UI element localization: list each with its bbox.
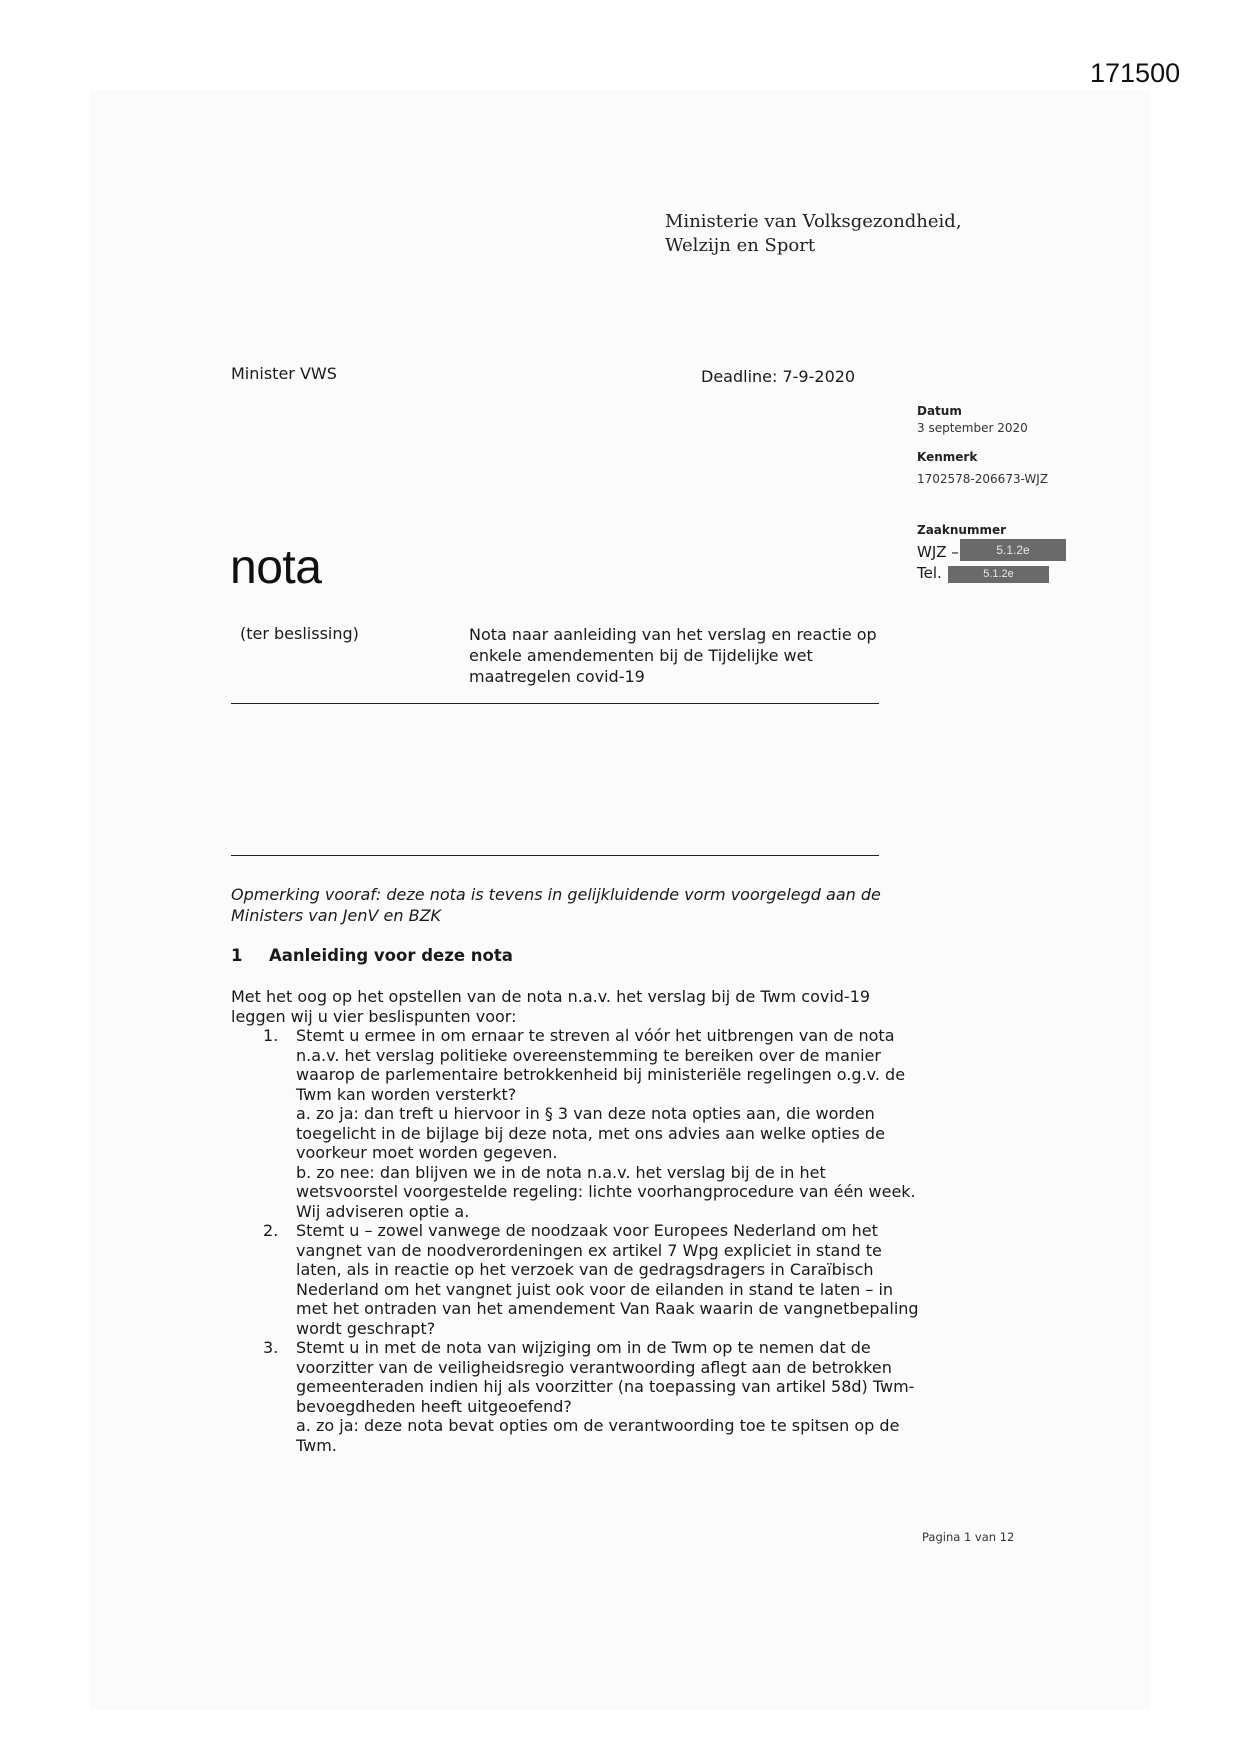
section-number: 1 bbox=[231, 946, 243, 965]
list-item-option-a: a. zo ja: dan treft u hiervoor in § 3 van deze nota opties aan, die worden toegelicht in de bijlage bij deze nota, met ons advies aan welke opties de voorkeur moet worden gegeven. bbox=[296, 1104, 885, 1162]
preliminary-remark: Opmerking vooraf: deze nota is tevens in gelijkluidende vorm voorgelegd aan de Ministers van JenV en BZK bbox=[231, 885, 881, 925]
zaaknummer-label: Zaaknummer bbox=[917, 523, 1007, 537]
ministry-name bbox=[665, 210, 962, 258]
list-item-option-b: b. zo nee: dan blijven we in de nota n.a.v. het verslag bij de in het wetsvoorstel voorgestelde regeling: lichte voorhangprocedure van één week. bbox=[296, 1162, 916, 1201]
list-item-text: Stemt u – zowel vanwege de noodzaak voor Europees Nederland om het vangnet van de noodverordeningen ex artikel 7 Wpg expliciet in stand te laten, als in reactie op het verzoek van de gedragsdragers in Caraïbisch Nederland om het vangnet juist ook voor de eilanden in stand te laten – in met het ontraden van het amendement Van Raak waarin de vangnetbepaling wordt geschrapt? bbox=[296, 1221, 919, 1338]
tel-redaction: 5.1.2e bbox=[948, 566, 1049, 583]
divider-bottom bbox=[231, 855, 879, 856]
ministry-line-1: Ministerie van Volksgezondheid, bbox=[665, 211, 962, 232]
kenmerk-value: 1702578-206673-WJZ bbox=[917, 472, 1049, 486]
subject-type: (ter beslissing) bbox=[240, 624, 359, 643]
list-item bbox=[231, 1338, 921, 1455]
document-title: nota bbox=[230, 541, 322, 594]
wjz-redaction: 5.1.2e bbox=[960, 539, 1066, 561]
addressee: Minister VWS bbox=[231, 364, 337, 383]
list-item bbox=[231, 1221, 921, 1338]
list-item-text: Stemt u ermee in om ernaar te streven al vóór het uitbrengen van de nota n.a.v. het verslag politieke overeenstemming te bereiken over de manier waarop de parlementaire betrokkenheid bij ministeriële regelingen o.g.v. de Twm kan worden versterkt? bbox=[296, 1026, 906, 1104]
tel-label: Tel. bbox=[917, 564, 942, 582]
divider-top bbox=[231, 703, 879, 704]
list-item-option-a: a. zo ja: deze nota bevat opties om de verantwoording toe te spitsen op de Twm. bbox=[296, 1416, 900, 1455]
decision-points-list bbox=[231, 1026, 921, 1455]
deadline: Deadline: 7-9-2020 bbox=[701, 367, 856, 386]
datum-value: 3 september 2020 bbox=[917, 421, 1028, 435]
kenmerk-label: Kenmerk bbox=[917, 450, 978, 464]
section-title: Aanleiding voor deze nota bbox=[269, 946, 513, 965]
datum-label: Datum bbox=[917, 404, 962, 418]
wjz-label: WJZ – bbox=[917, 543, 959, 561]
list-item-number: 1. bbox=[263, 1026, 279, 1045]
ministry-line-2: Welzijn en Sport bbox=[665, 235, 816, 256]
section-intro: Met het oog op het opstellen van de nota n.a.v. het verslag bij de Twm covid-19 leggen wij u vier beslispunten voor: bbox=[231, 987, 871, 1026]
subject-text: Nota naar aanleiding van het verslag en reactie op enkele amendementen bij de Tijdelijke wet maatregelen covid-19 bbox=[469, 625, 877, 686]
list-item-number: 2. bbox=[263, 1221, 279, 1240]
document-number: 171500 bbox=[1090, 58, 1181, 88]
list-item-advice: Wij adviseren optie a. bbox=[296, 1201, 470, 1221]
list-item-text: Stemt u in met de nota van wijziging om in de Twm op te nemen dat de voorzitter van de veiligheidsregio verantwoording aflegt aan de betrokken gemeenteraden indien hij als voorzitter (na toepassing van artikel 58d) Twm-bevoegdheden heeft uitgeoefend? bbox=[296, 1338, 915, 1416]
page-number: Pagina 1 van 12 bbox=[922, 1530, 1015, 1544]
list-item bbox=[231, 1026, 921, 1221]
list-item-number: 3. bbox=[263, 1338, 279, 1357]
section-heading bbox=[231, 946, 513, 965]
